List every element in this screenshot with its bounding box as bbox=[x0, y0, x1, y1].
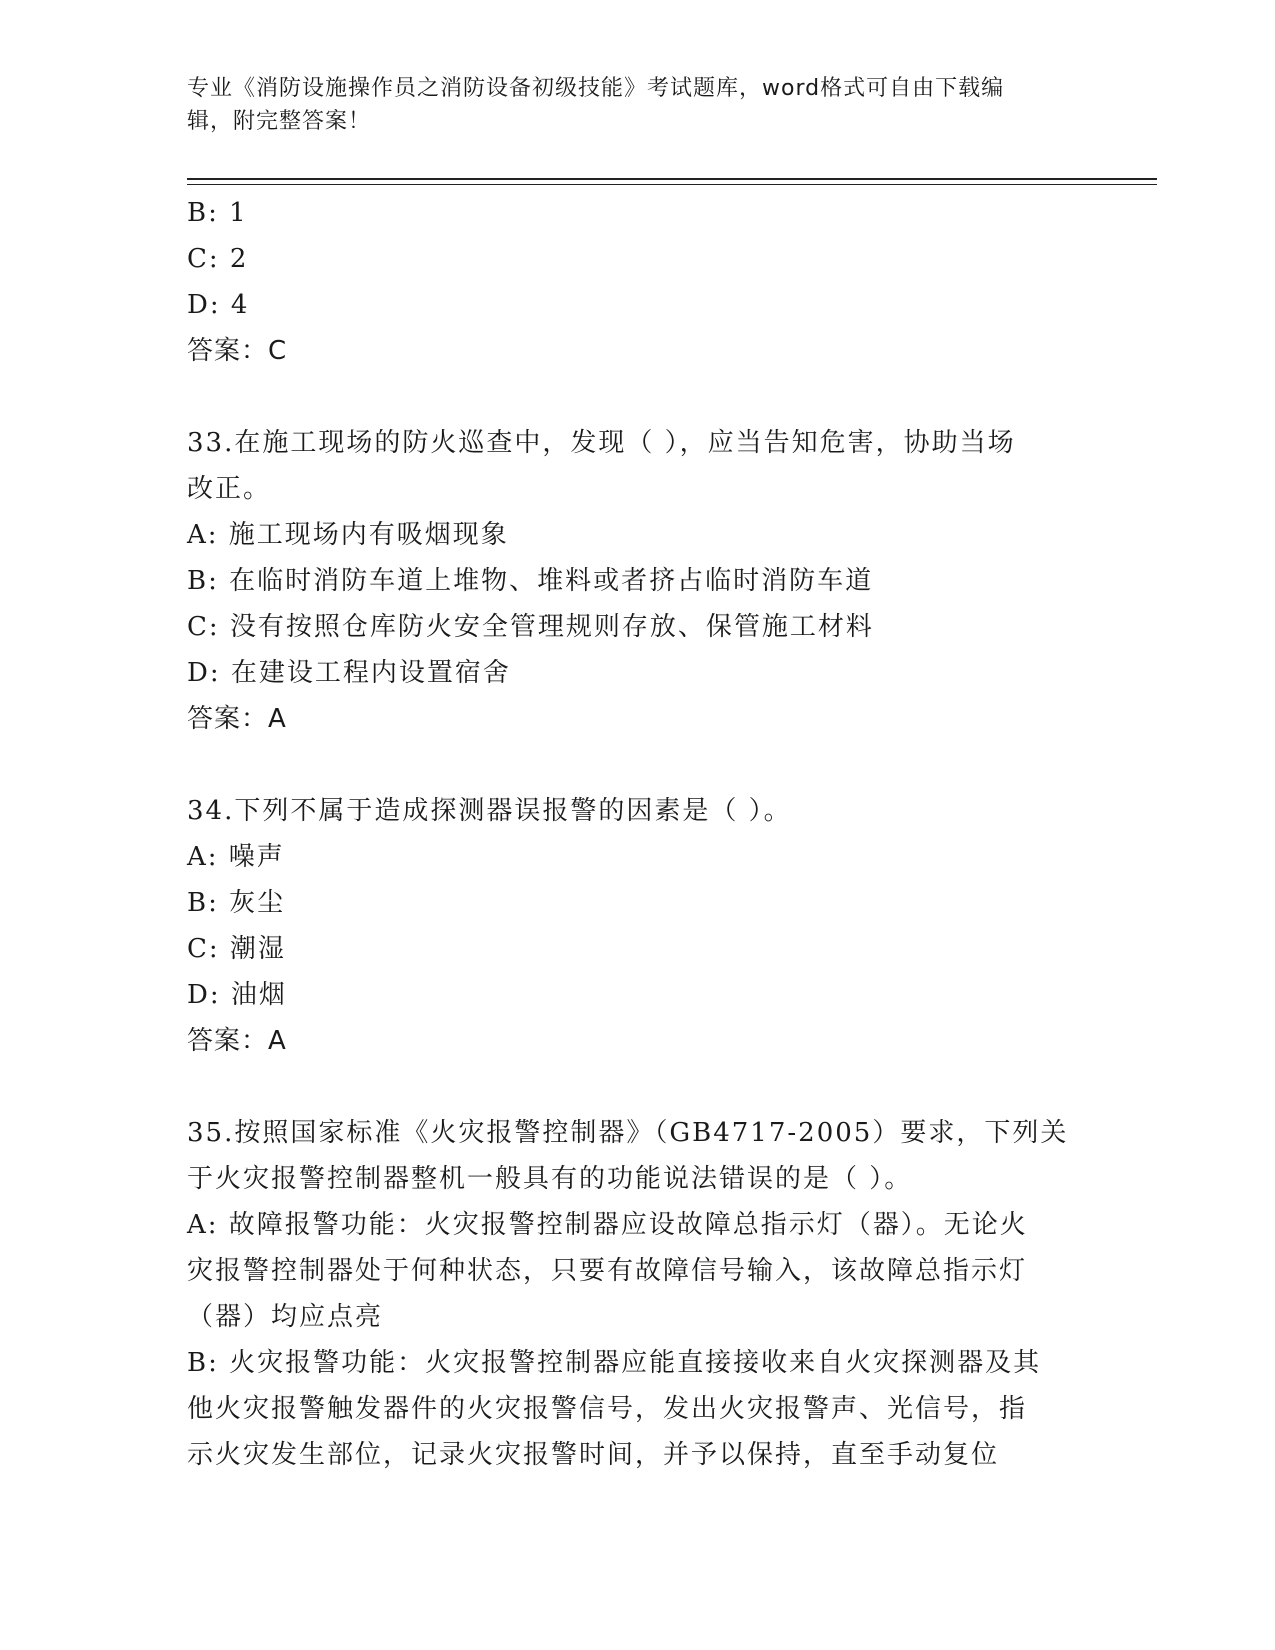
option-d: D: 在建设工程内设置宿舍 bbox=[187, 658, 511, 688]
question-text-line: 于火灾报警控制器整机一般具有的功能说法错误的是（ ）。 bbox=[187, 1164, 913, 1194]
option-b-line: 他火灾报警触发器件的火灾报警信号，发出火灾报警声、光信号，指 bbox=[187, 1394, 1028, 1424]
header-rule-thick bbox=[187, 178, 1157, 180]
spacer bbox=[187, 742, 1087, 788]
option-a: A: 施工现场内有吸烟现象 bbox=[187, 520, 509, 550]
answer: 答案：A bbox=[187, 704, 287, 734]
option-a: A: 噪声 bbox=[187, 842, 285, 872]
spacer bbox=[187, 374, 1087, 420]
option-b: B: 灰尘 bbox=[187, 888, 286, 918]
question-text-line: 34.下列不属于造成探测器误报警的因素是（ ）。 bbox=[187, 796, 792, 826]
option-c: C: 2 bbox=[187, 244, 249, 274]
question-35 bbox=[187, 1110, 1087, 1478]
question-text-line: 33.在施工现场的防火巡查中，发现（ ），应当告知危害，协助当场 bbox=[187, 428, 1016, 458]
question-34 bbox=[187, 788, 1087, 1064]
option-b-line: B: 火灾报警功能：火灾报警控制器应能直接接收来自火灾探测器及其 bbox=[187, 1348, 1042, 1378]
option-a-line: （器）均应点亮 bbox=[187, 1302, 384, 1332]
question-32-remainder bbox=[187, 190, 1087, 374]
question-33 bbox=[187, 420, 1087, 742]
header-line-2: 辑，附完整答案！ bbox=[187, 109, 372, 134]
spacer bbox=[187, 1064, 1087, 1110]
question-text-line: 改正。 bbox=[187, 474, 272, 504]
answer: 答案：A bbox=[187, 1026, 287, 1056]
header-line-1: 专业《消防设施操作员之消防设备初级技能》考试题库，word格式可自由下载编 bbox=[187, 76, 1005, 101]
option-a-line: A: 故障报警功能：火灾报警控制器应设故障总指示灯（器）。无论火 bbox=[187, 1210, 1028, 1240]
question-text-line: 35.按照国家标准《火灾报警控制器》（GB4717-2005）要求，下列关 bbox=[187, 1118, 1069, 1148]
option-b: B: 1 bbox=[187, 198, 248, 228]
option-b-line: 示火灾发生部位，记录火灾报警时间，并予以保持，直至手动复位 bbox=[187, 1440, 1000, 1470]
option-d: D: 油烟 bbox=[187, 980, 287, 1010]
option-c: C: 没有按照仓库防火安全管理规则存放、保管施工材料 bbox=[187, 612, 874, 642]
option-c: C: 潮湿 bbox=[187, 934, 286, 964]
option-a-line: 灾报警控制器处于何种状态，只要有故障信号输入，该故障总指示灯 bbox=[187, 1256, 1028, 1286]
question-content bbox=[187, 190, 1087, 1478]
page-header bbox=[187, 72, 1067, 138]
option-d: D: 4 bbox=[187, 290, 250, 320]
answer: 答案：C bbox=[187, 336, 288, 366]
option-b: B: 在临时消防车道上堆物、堆料或者挤占临时消防车道 bbox=[187, 566, 874, 596]
header-rule-thin bbox=[187, 184, 1157, 185]
